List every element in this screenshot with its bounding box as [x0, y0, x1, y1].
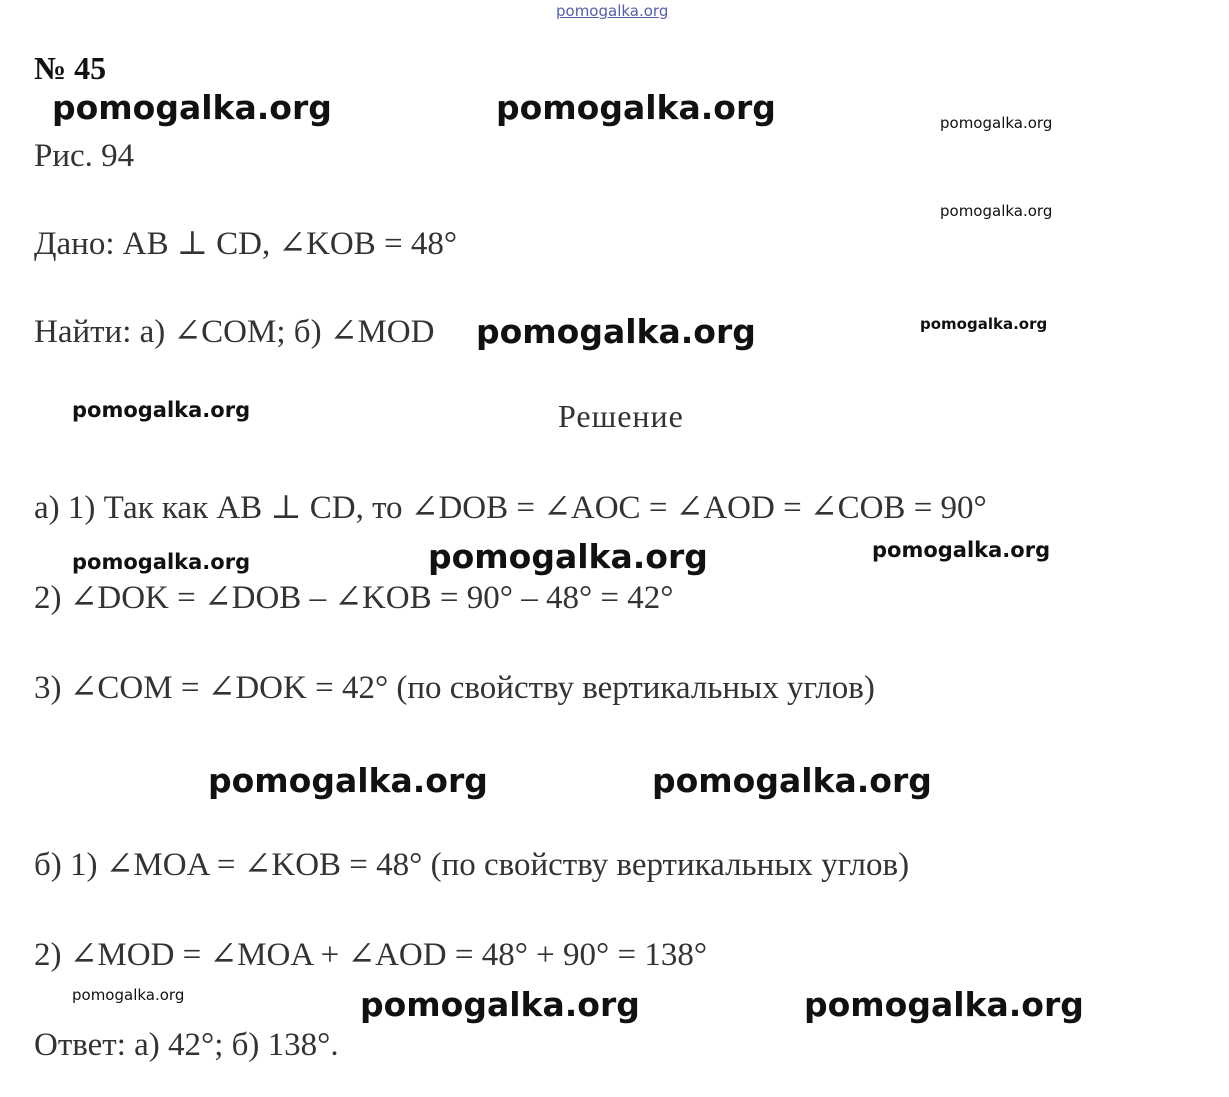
solution-heading: Решение: [558, 398, 684, 434]
problem-number: № 45: [34, 50, 107, 86]
answer: Ответ: а) 42°; б) 138°.: [34, 1027, 339, 1063]
watermark: pomogalka.org: [804, 985, 1084, 1024]
watermark: pomogalka.org: [52, 88, 332, 127]
watermark: pomogalka.org: [652, 761, 932, 800]
figure-reference: Рис. 94: [34, 138, 135, 174]
watermark: pomogalka.org: [428, 537, 708, 576]
watermark: pomogalka.org: [360, 985, 640, 1024]
solution-step-a1: а) 1) Так как AB ⊥ CD, то ∠DOB = ∠AOC = ∠AOD = ∠COB = 90°: [34, 490, 987, 526]
watermark: pomogalka.org: [940, 202, 1053, 220]
solution-step-a3: 3) ∠COM = ∠DOK = 42° (по свойству вертикальных углов): [34, 670, 875, 706]
given-statement: Дано: AB ⊥ CD, ∠KOB = 48°: [34, 226, 458, 262]
find-statement: Найти: а) ∠COM; б) ∠MOD: [34, 314, 435, 350]
watermark: pomogalka.org: [72, 986, 185, 1004]
watermark: pomogalka.org: [208, 761, 488, 800]
solution-step-b1: б) 1) ∠MOA = ∠KOB = 48° (по свойству вертикальных углов): [34, 847, 910, 883]
solution-step-b2: 2) ∠MOD = ∠MOA + ∠AOD = 48° + 90° = 138°: [34, 937, 708, 973]
watermark: pomogalka.org: [940, 114, 1053, 132]
watermark: pomogalka.org: [872, 538, 1051, 562]
site-link-top[interactable]: pomogalka.org: [556, 2, 669, 20]
watermark: pomogalka.org: [72, 398, 251, 422]
watermark: pomogalka.org: [496, 88, 776, 127]
watermark: pomogalka.org: [920, 315, 1048, 333]
solution-step-a2: 2) ∠DOK = ∠DOB – ∠KOB = 90° – 48° = 42°: [34, 580, 674, 616]
watermark: pomogalka.org: [72, 550, 251, 574]
watermark: pomogalka.org: [476, 312, 756, 351]
